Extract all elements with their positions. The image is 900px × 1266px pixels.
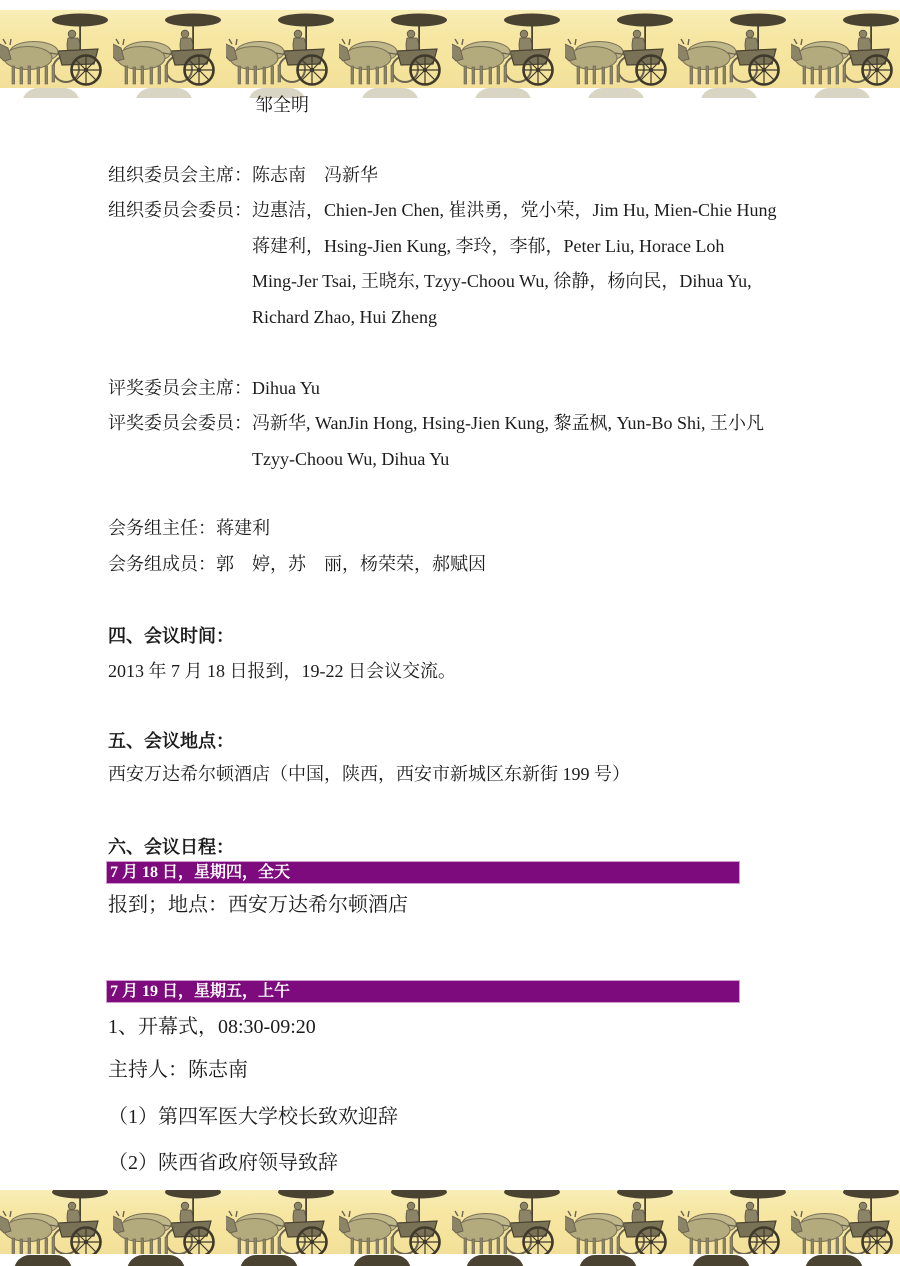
canopy-arc xyxy=(14,1255,72,1266)
chariot-icon xyxy=(113,1190,226,1254)
chariot-icon xyxy=(113,10,226,86)
committee-row-award-members xyxy=(108,406,764,477)
committee-row-staff-head xyxy=(108,511,270,547)
committee-label: 组织委员会委员： xyxy=(108,200,252,220)
agenda-line: 主持人：陈志南 xyxy=(108,1059,248,1081)
committee-line: 陈志南 冯新华 xyxy=(252,165,378,185)
canopy-arc xyxy=(692,1255,750,1266)
chariot-icon xyxy=(226,1190,339,1254)
agenda-line: 报到；地点：西安万达希尔顿酒店 xyxy=(108,894,408,916)
chariot-icon xyxy=(0,1190,113,1254)
chariot-icon xyxy=(678,1190,791,1254)
committee-row-org-chair xyxy=(108,158,378,194)
section-body-venue: 西安万达希尔顿酒店（中国，陕西，西安市新城区东新街 199 号） xyxy=(108,764,630,784)
committee-line: Ming-Jer Tsai, 王晓东, Tzyy-Choou Wu, 徐静，杨向民，Dihua Yu, xyxy=(252,271,752,291)
canopy-arc xyxy=(474,88,532,98)
committee-line: 冯新华, WanJin Hong, Hsing-Jien Kung, 黎孟枫, Yun-Bo Shi, 王小凡 xyxy=(252,413,765,433)
chariot-icon xyxy=(791,1190,900,1254)
canopy-arc xyxy=(813,88,871,98)
canopy-arc xyxy=(805,1255,863,1266)
canopy-arc xyxy=(587,88,645,98)
committee-row-staff-members xyxy=(108,547,486,583)
agenda-line: （1）第四军医大学校长致欢迎辞 xyxy=(108,1106,398,1128)
agenda-line: 1、开幕式，08:30-09:20 xyxy=(108,1016,316,1038)
committee-label: 评奖委员会主席： xyxy=(108,378,252,398)
section-body-time: 2013 年 7 月 18 日报到，19-22 日会议交流。 xyxy=(108,661,456,681)
section-heading-time: 四、会议时间： xyxy=(108,626,234,646)
committee-label: 会务组主任： xyxy=(108,518,216,538)
schedule-banner-day2: 7 月 19 日，星期五，上午 xyxy=(106,980,740,1003)
chariot-icon xyxy=(791,10,900,86)
chariot-icon xyxy=(339,10,452,86)
canopy-arc-row xyxy=(0,88,900,98)
committee-label: 评奖委员会委员： xyxy=(108,413,252,433)
committee-label: 会务组成员： xyxy=(108,554,216,574)
committee-line: 蒋建利 xyxy=(216,518,270,538)
committee-row-award-chair xyxy=(108,371,320,407)
schedule-banner-day1: 7 月 18 日，星期四，全天 xyxy=(106,861,740,884)
canopy-arc xyxy=(353,1255,411,1266)
chariot-icon xyxy=(565,1190,678,1254)
canopy-arc xyxy=(22,88,80,98)
section-heading-venue: 五、会议地点： xyxy=(108,731,234,751)
canopy-arc xyxy=(579,1255,637,1266)
committee-line: Dihua Yu xyxy=(252,378,320,398)
chariot-border-bottom xyxy=(0,1183,900,1266)
section-heading-schedule: 六、会议日程： xyxy=(108,837,234,857)
chariot-icon xyxy=(226,10,339,86)
carryover-name: 邹全明 xyxy=(255,95,309,115)
committee-line: 边惠洁，Chien-Jen Chen, 崔洪勇，党小荣，Jim Hu, Mien-Chie Hung xyxy=(252,200,777,220)
chariot-border-top xyxy=(0,0,900,108)
canopy-arc xyxy=(240,1255,298,1266)
chariot-icon xyxy=(678,10,791,86)
chariot-icon xyxy=(565,10,678,86)
chariot-band-top xyxy=(0,10,900,88)
canopy-arc xyxy=(127,1255,185,1266)
committee-line: 蒋建利，Hsing-Jien Kung, 李玲，李郁，Peter Liu, Horace Loh xyxy=(252,235,725,256)
canopy-arc xyxy=(135,88,193,98)
chariot-icon xyxy=(452,10,565,86)
canopy-arc xyxy=(466,1255,524,1266)
agenda-line: （2）陕西省政府领导致辞 xyxy=(108,1152,338,1174)
committee-line: 郭 婷，苏 丽，杨荣荣，郝赋因 xyxy=(216,554,486,574)
chariot-icon xyxy=(0,10,113,86)
canopy-arc xyxy=(700,88,758,98)
chariot-icon xyxy=(339,1190,452,1254)
chariot-icon xyxy=(452,1190,565,1254)
committee-line: Tzyy-Choou Wu, Dihua Yu xyxy=(252,448,450,469)
committee-row-org-members xyxy=(108,193,776,335)
canopy-arc-row xyxy=(0,1255,900,1266)
canopy-arc xyxy=(361,88,419,98)
committee-line: Richard Zhao, Hui Zheng xyxy=(252,306,437,327)
chariot-band-bottom xyxy=(0,1190,900,1254)
committee-label: 组织委员会主席： xyxy=(108,165,252,185)
